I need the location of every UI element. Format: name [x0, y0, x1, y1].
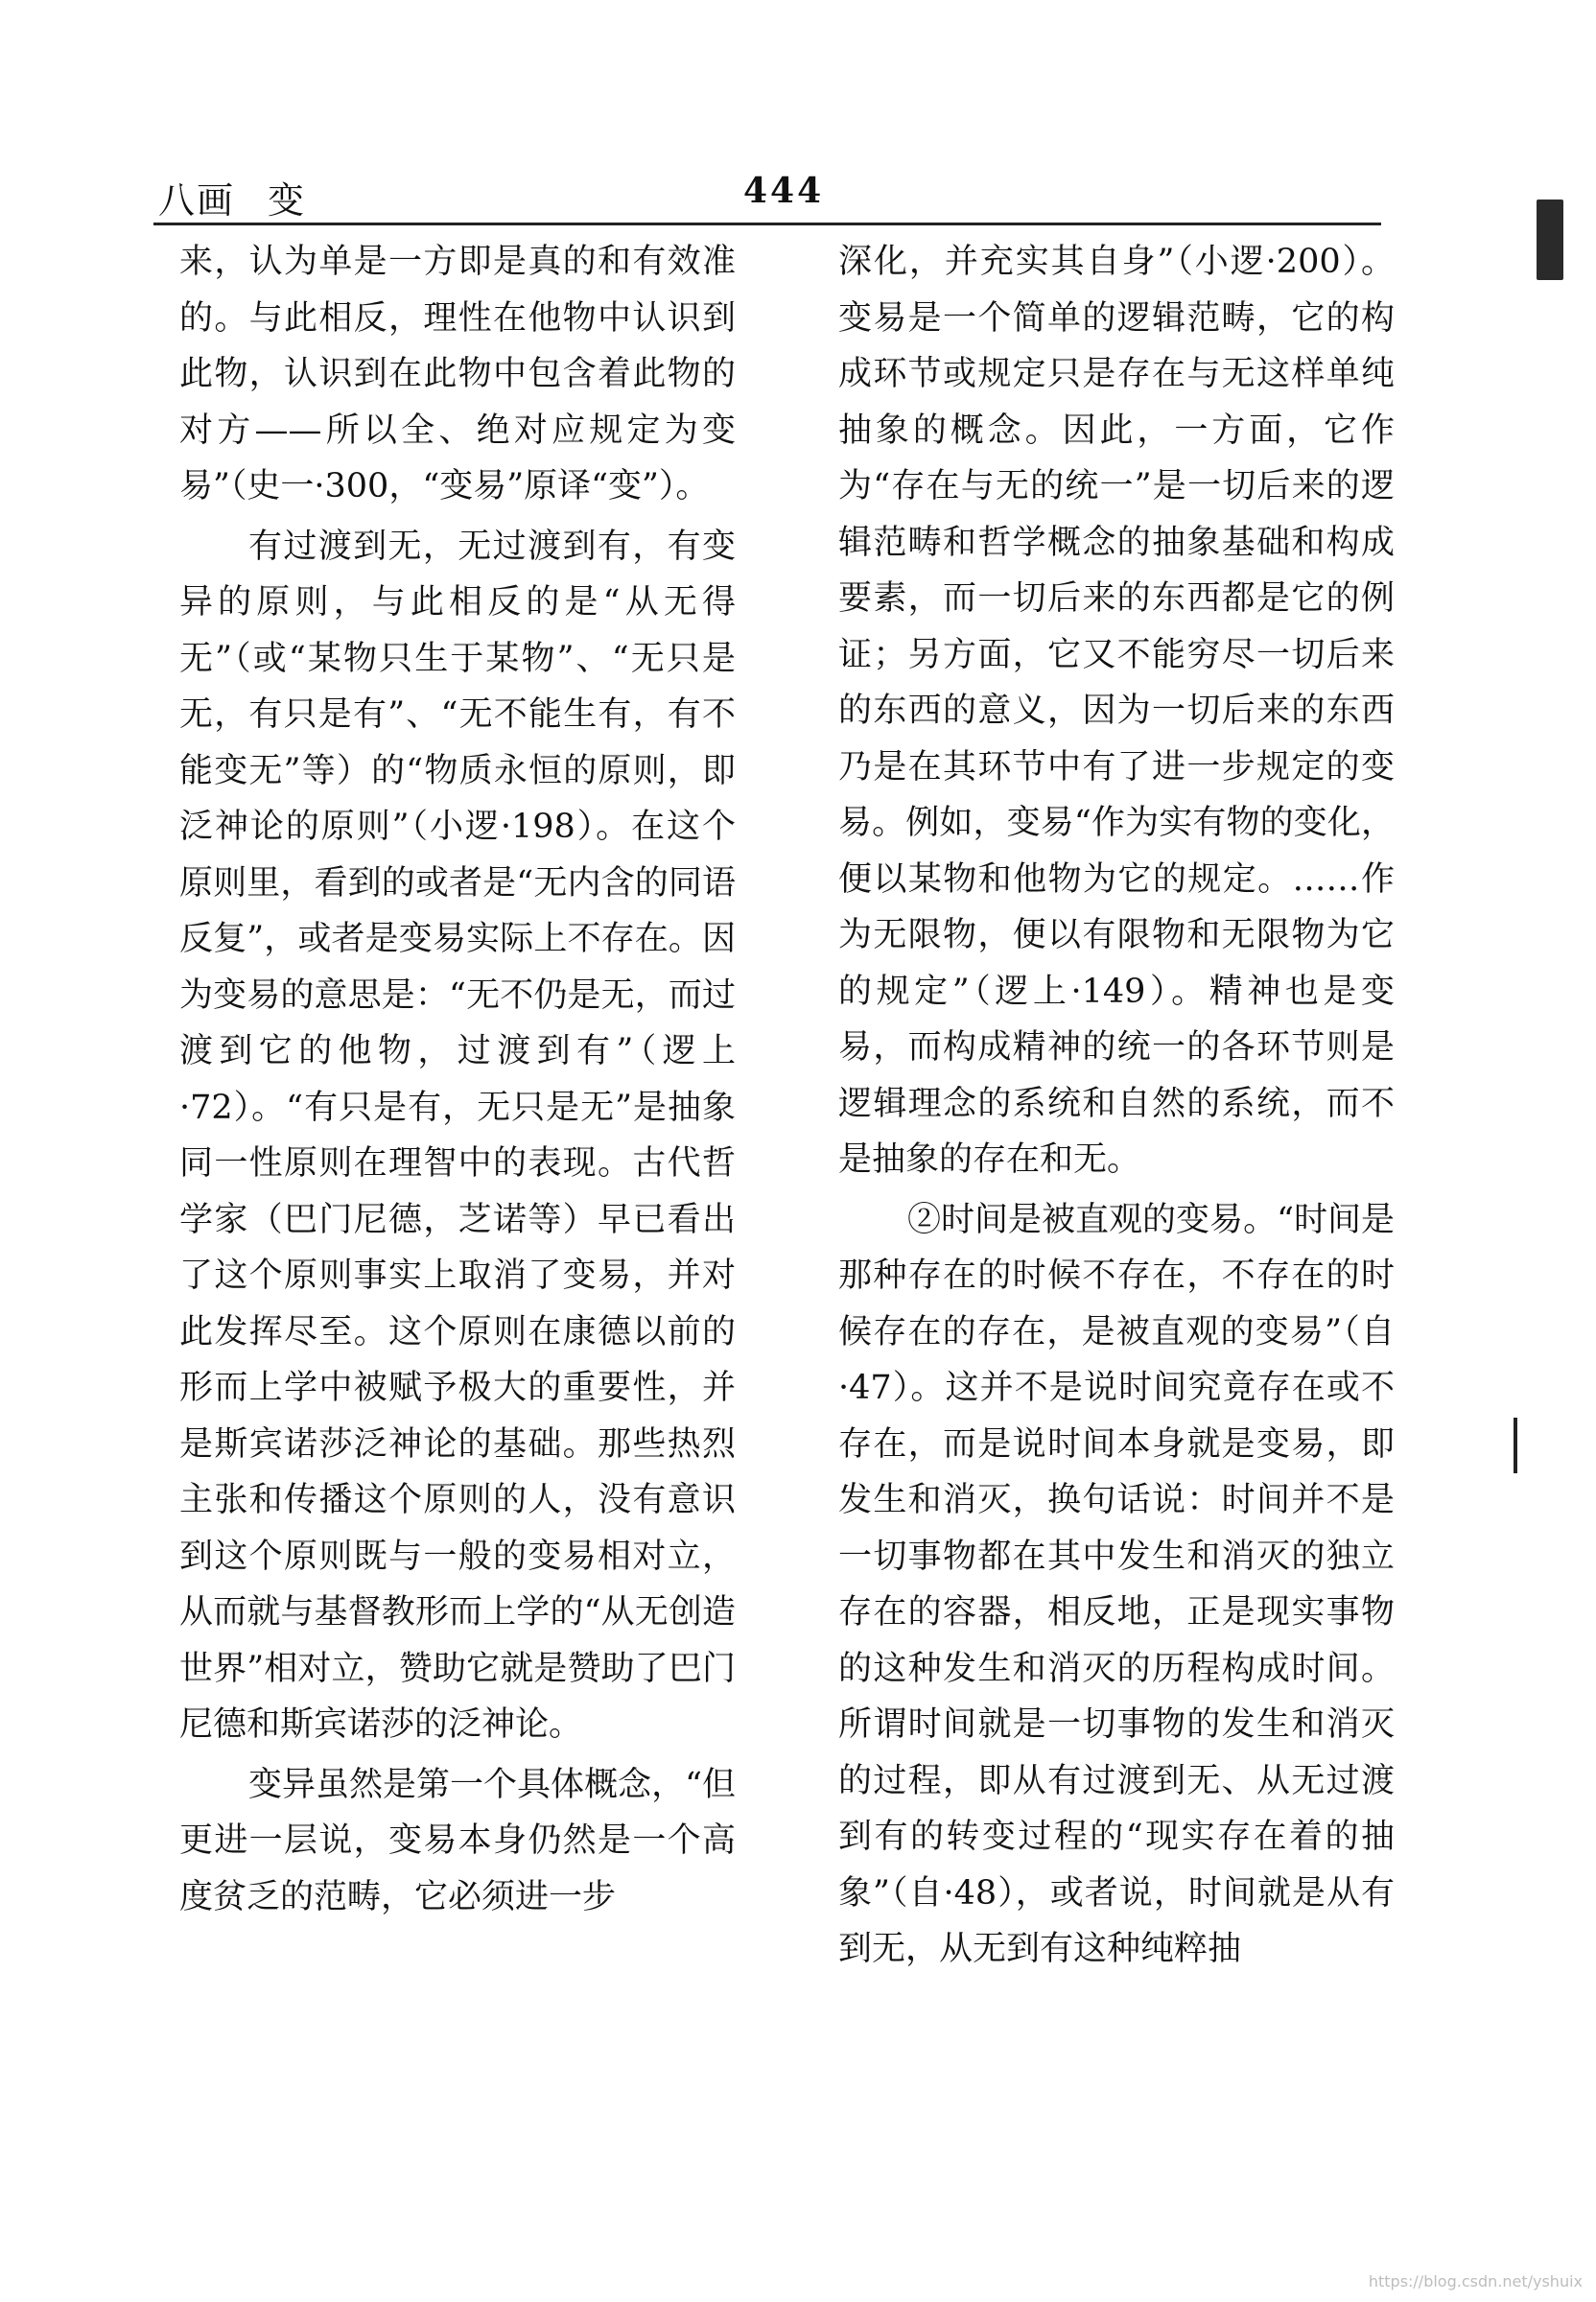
right-paragraph-2: ②时间是被直观的变易。“时间是那种存在的时候不存在，不存在的时候存在的存在，是被直观的变易”（自·47）。这并不是说时间究竟存在或不存在，而是说时间本身就是变易，即发生和消灭，换句话说：时间并不是一切事物都在其中发生和消灭的独立存在的容器，相反地，正是现实事物的这种发生和消灭的历程构成时间。所谓时间就是一切事物的发生和消灭的过程，即从有过渡到无、从无过渡到有的转变过程的“现实存在着的抽象”（自·48），或者说，时间就是从有到无，从无到有这种纯粹抽: [838, 1200, 1395, 1968]
section-label: 八画: [158, 179, 236, 222]
page-header: [158, 171, 1376, 224]
thumb-index-mark: [1537, 200, 1563, 280]
left-column: [179, 234, 736, 1925]
left-paragraph-2: 有过渡到无，无过渡到有，有变异的原则，与此相反的是“从无得无”（或“某物只生于某物”、“无只是无，有只是有”、“无不能生有，有不能变无”等）的“物质永恒的原则，即泛神论的原则”（小逻·198）。在这个原则里，看到的或者是“无内含的同语反复”，或者是变易实际上不存在。因为变易的意思是：“无不仍是无，而过渡到它的他物，过渡到有”（逻上·72）。“有只是有，无只是无”是抽象同一性原则在理智中的表现。古代哲学家（巴门尼德，芝诺等）早已看出了这个原则事实上取消了变易，并对此发挥尽至。这个原则在康德以前的形而上学中被赋予极大的重要性，并是斯宾诺莎泛神论的基础。那些热烈主张和传播这个原则的人，没有意识到这个原则既与一般的变易相对立，从而就与基督教形而上学的“从无创造世界”相对立，赞助它就是赞助了巴门尼德和斯宾诺莎的泛神论。: [179, 527, 736, 1744]
running-head: [158, 171, 306, 223]
right-column: [838, 234, 1395, 1978]
margin-mark: [1514, 1418, 1517, 1473]
header-rule: [153, 223, 1381, 225]
source-watermark: https://blog.csdn.net/yshuix: [1368, 2272, 1583, 2290]
left-paragraph-1: 来，认为单是一方即是真的和有效准的。与此相反，理性在他物中认识到此物，认识到在此物中包含着此物的对方——所以全、绝对应规定为变易”（史一·300，“变易”原译“变”）。: [179, 243, 736, 505]
page-number: 444: [743, 171, 825, 211]
right-paragraph-1: 深化，并充实其自身”（小逻·200）。变易是一个简单的逻辑范畴，它的构成环节或规定只是存在与无这样单纯抽象的概念。因此，一方面，它作为“存在与无的统一”是一切后来的逻辑范畴和哲学概念的抽象基础和构成要素，而一切后来的东西都是它的例证；另方面，它又不能穷尽一切后来的东西的意义，因为一切后来的东西乃是在其环节中有了进一步规定的变易。例如，变易“作为实有物的变化，便以某物和他物为它的规定。……作为无限物，便以有限物和无限物为它的规定”（逻上·149）。精神也是变易，而构成精神的统一的各环节则是逻辑理念的系统和自然的系统，而不是抽象的存在和无。: [838, 243, 1395, 1179]
left-paragraph-3: 变异虽然是第一个具体概念，“但更进一层说，变易本身仍然是一个高度贫乏的范畴，它必须进一步: [179, 1765, 736, 1916]
entry-label: 变: [268, 179, 307, 222]
